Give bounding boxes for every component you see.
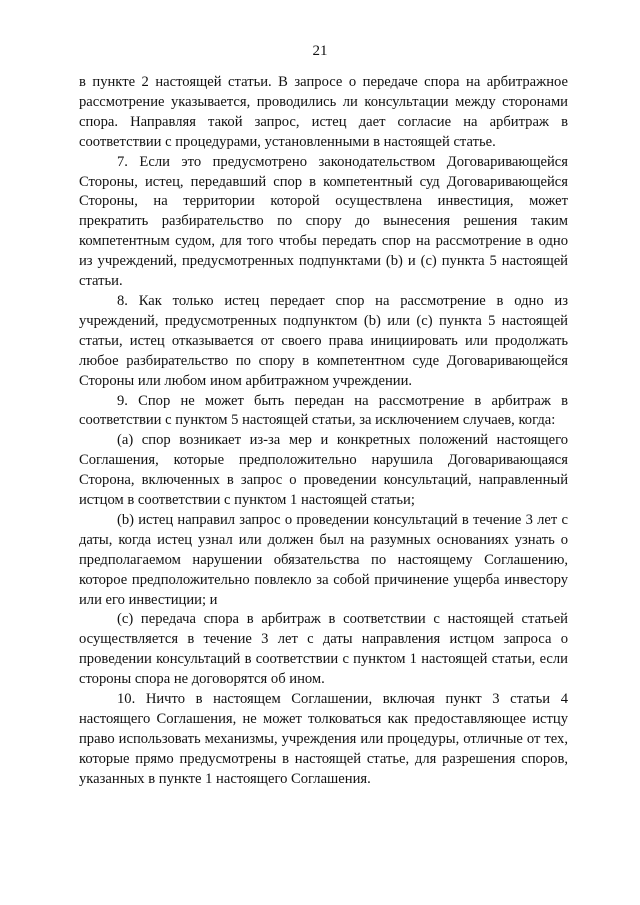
paragraph-item-9a: (a) спор возникает из-за мер и конкретных положений настоящего Соглашения, которые предположительно нарушила Договаривающаяся Сторона, включенных в запрос о проведении консультаций, направленный истцом в соответствии с пунктом 1 настоящей статьи; — [79, 432, 568, 509]
paragraph-continuation: в пункте 2 настоящей статьи. В запросе о передаче спора на арбитражное рассмотрение указывается, проводились ли консультации между сторонами спора. Направляя такой запрос, истец дает согласие на арбитраж в соответствии с процедурами, установленными в настоящей статье. — [79, 74, 568, 150]
page-number: 21 — [312, 43, 328, 59]
paragraph-item-10: 10. Ничто в настоящем Соглашении, включая пункт 3 статьи 4 настоящего Соглашения, не может толковаться как предоставляющее истцу право использовать механизмы, учреждения или процедуры, отличные от тех, которые прямо предусмотрены в настоящей статье, для разрешения споров, указанных в пункте 1 настоящего Соглашения. — [79, 691, 568, 787]
paragraph-item-7: 7. Если это предусмотрено законодательством Договаривающейся Стороны, истец, передавший спор в компетентный суд Договаривающейся Стороны, на территории которой осуществлена инвестиция, может прекратить разбирательство по спору до вынесения решения таким компетентным судом, для того чтобы передать спор на рассмотрение в одно из учреждений, предусмотренных подпунктами (b) и (c) пункта 5 настоящей статьи. — [79, 153, 568, 290]
paragraph-item-9b: (b) истец направил запрос о проведении консультаций в течение 3 лет с даты, когда истец узнал или должен был на разумных основаниях узнать о предполагаемом нарушении обязательства по настоящему Соглашению, которое предположительно повлекло за собой причинение ущерба инвестору или его инвестиции; и — [79, 511, 568, 608]
paragraph-item-8: 8. Как только истец передает спор на рассмотрение в одно из учреждений, предусмотренных подпунктом (b) или (c) пункта 5 настоящей статьи, истец отказывается от своего права инициировать или продолжать любое разбирательство по спору в компетентном суде Договаривающейся Стороны или любом ином арбитражном учреждении. — [79, 292, 568, 389]
document-body — [79, 73, 568, 790]
paragraph-item-9: 9. Спор не может быть передан на рассмотрение в арбитраж в соответствии с пунктом 5 настоящей статьи, за исключением случаев, когда: — [79, 392, 568, 429]
paragraph-item-9c: (c) передача спора в арбитраж в соответствии с настоящей статьей осуществляется в течение 3 лет с даты направления истцом запроса о проведении консультаций в соответствии с пунктом 1 настоящей статьи, если стороны спора не договорятся об ином. — [79, 611, 568, 688]
